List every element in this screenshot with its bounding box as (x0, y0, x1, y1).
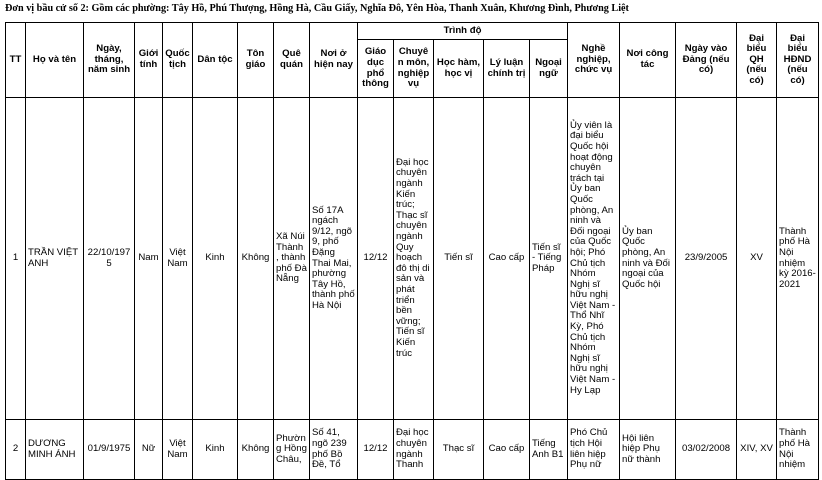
cell-hdnd: Thành phố Hà Nội nhiệm kỳ 2016-2021 (777, 98, 819, 420)
header-gender: Giới tính (135, 23, 163, 98)
cell-party-date: 23/9/2005 (676, 98, 737, 420)
header-education: Trình độ (358, 23, 568, 40)
cell-hdnd: Thành phố Hà Nội nhiệm (777, 420, 819, 480)
cell-religion: Không (238, 420, 274, 480)
header-nationality: Quốc tịch (163, 23, 193, 98)
cell-degree: Tiến sĩ (434, 98, 484, 420)
cell-workplace: Hội liên hiệp Phụ nữ thành (620, 420, 676, 480)
cell-religion: Không (238, 98, 274, 420)
cell-dob: 22/10/1975 (84, 98, 135, 420)
document-heading: Đơn vị bầu cử số 2: Gồm các phường: Tây Hồ, Phú Thượng, Hồng Hà, Cầu Giấy, Nghĩa Đô, Yên Hòa, Thanh Xuân, Khương Đình, Phương Liệt (5, 3, 629, 14)
cell-gender: Nam (135, 98, 163, 420)
header-politics: Lý luận chính trị (484, 40, 530, 98)
cell-language: Tiếng Anh B1 (530, 420, 568, 480)
header-hometown: Quê quán (274, 23, 310, 98)
header-residence: Nơi ở hiện nay (310, 23, 358, 98)
header-religion: Tôn giáo (238, 23, 274, 98)
header-language: Ngoại ngữ (530, 40, 568, 98)
header-occupation: Nghề nghiệp, chức vụ (568, 23, 620, 98)
cell-workplace: Ủy ban Quốc phòng, An ninh và Đối ngoại của Quốc hội (620, 98, 676, 420)
cell-name: DƯƠNG MINH ÁNH (26, 420, 84, 480)
cell-party-date: 03/02/2008 (676, 420, 737, 480)
cell-politics: Cao cấp (484, 420, 530, 480)
cell-hometown: Phường Hồng Châu, (274, 420, 310, 480)
table-row (6, 420, 819, 480)
header-ethnicity: Dân tộc (193, 23, 238, 98)
cell-qh: XV (737, 98, 777, 420)
cell-hometown: Xã Núi Thành , thành phố Đà Nẵng (274, 98, 310, 420)
cell-ethnicity: Kinh (193, 420, 238, 480)
cell-occupation: Ủy viên là đại biểu Quốc hội hoạt động chuyên trách tại Ủy ban Quốc phòng, An ninh và Đối ngoại của Quốc hội; Phó Chủ tịch Nhóm Nghị sĩ hữu nghị Việt Nam - Thổ Nhĩ Kỳ, Phó Chủ tịch Nhóm Nghị sĩ hữu nghị Việt Nam - Hy Lạp (568, 98, 620, 420)
header-qh: Đại biểu QH (nếu có) (737, 23, 777, 98)
header-general-education: Giáo dục phổ thông (358, 40, 394, 98)
cell-qh: XIV, XV (737, 420, 777, 480)
header-workplace: Nơi công tác (620, 23, 676, 98)
header-degree: Học hàm, học vị (434, 40, 484, 98)
cell-residence: Số 17A ngách 9/12, ngõ 9, phố Đặng Thai Mai, phường Tây Hồ, thành phố Hà Nội (310, 98, 358, 420)
cell-occupation: Phó Chủ tịch Hội liên hiệp Phụ nữ (568, 420, 620, 480)
cell-specialty: Đại học chuyên ngành Kiến trúc; Thạc sĩ chuyên ngành Quy hoạch đô thị di sản và phát triển bền vững; Tiến sĩ Kiến trúc (394, 98, 434, 420)
header-hdnd: Đại biểu HĐND (nếu có) (777, 23, 819, 98)
cell-nationality: Việt Nam (163, 420, 193, 480)
header-dob: Ngày, tháng, năm sinh (84, 23, 135, 98)
header-name: Họ và tên (26, 23, 84, 98)
cell-dob: 01/9/1975 (84, 420, 135, 480)
table-row (6, 98, 819, 420)
cell-tt: 1 (6, 98, 26, 420)
cell-general-education: 12/12 (358, 420, 394, 480)
header-tt: TT (6, 23, 26, 98)
cell-gender: Nữ (135, 420, 163, 480)
cell-nationality: Việt Nam (163, 98, 193, 420)
candidate-table (5, 22, 819, 480)
header-specialty: Chuyên môn, nghiệp vụ (394, 40, 434, 98)
cell-tt: 2 (6, 420, 26, 480)
cell-general-education: 12/12 (358, 98, 394, 420)
cell-ethnicity: Kinh (193, 98, 238, 420)
cell-residence: Số 41, ngõ 239 phố Bồ Đề, Tổ (310, 420, 358, 480)
cell-specialty: Đại học chuyên ngành Thanh (394, 420, 434, 480)
cell-language: Tiến sĩ - Tiếng Pháp (530, 98, 568, 420)
header-party-date: Ngày vào Đảng (nếu có) (676, 23, 737, 98)
cell-name: TRẦN VIỆT ANH (26, 98, 84, 420)
cell-degree: Thạc sĩ (434, 420, 484, 480)
cell-politics: Cao cấp (484, 98, 530, 420)
